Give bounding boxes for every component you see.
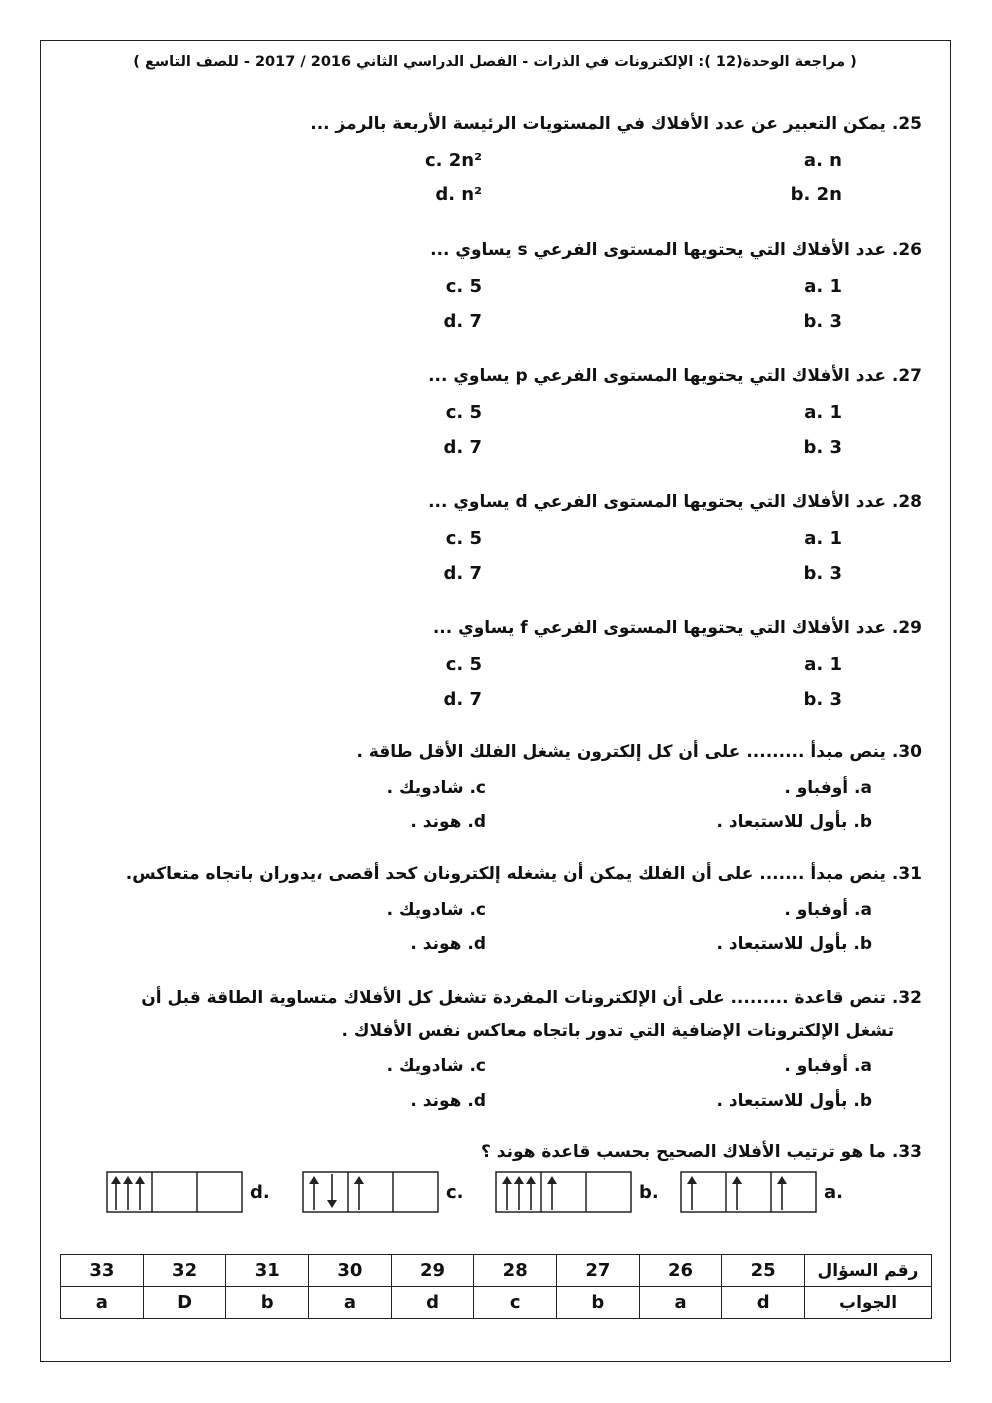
option-31d: d. هوند .: [410, 934, 486, 954]
orbital-label-a: a.: [824, 1181, 843, 1203]
table-cell: c: [474, 1287, 557, 1319]
option-27c: c. 5: [445, 402, 482, 423]
orbital-option-b: [495, 1170, 659, 1214]
orbital-label-c: c.: [446, 1181, 464, 1203]
table-header-question: رقم السؤال: [805, 1255, 932, 1287]
option-27a: a. 1: [804, 402, 842, 423]
option-28c: c. 5: [445, 528, 482, 549]
question-30: 30. ينص مبدأ ......... على أن كل إلكترون يشغل الفلك الأقل طاقة .: [356, 742, 922, 762]
option-29a: a. 1: [804, 654, 842, 675]
option-30d: d. هوند .: [410, 812, 486, 832]
orbital-diagram-c: [302, 1170, 442, 1214]
option-28b: b. 3: [803, 563, 842, 584]
orbital-option-a: [680, 1170, 843, 1214]
option-28a: a. 1: [804, 528, 842, 549]
orbital-option-d: [106, 1170, 270, 1214]
table-cell: b: [557, 1287, 640, 1319]
option-32c: c. شادويك .: [386, 1056, 486, 1076]
option-27b: b. 3: [803, 437, 842, 458]
option-28d: d. 7: [443, 563, 482, 584]
option-26d: d. 7: [443, 311, 482, 332]
table-cell: 30: [309, 1255, 392, 1287]
question-31: 31. ينص مبدأ ....... على أن الفلك يمكن أن يشغله إلكترونان كحد أقصى ،يدوران باتجاه متعاكس.: [125, 864, 922, 884]
option-30a: a. أوفباو .: [784, 778, 872, 798]
table-header-answer: الجواب: [805, 1287, 932, 1319]
option-30c: c. شادويك .: [386, 778, 486, 798]
question-28: 28. عدد الأفلاك التي يحتويها المستوى الفرعي d يساوي ...: [428, 492, 922, 512]
table-cell: 26: [639, 1255, 722, 1287]
option-30b: b. بأول للاستبعاد .: [716, 812, 872, 832]
table-cell: 25: [722, 1255, 805, 1287]
option-26c: c. 5: [445, 276, 482, 297]
orbital-diagram-d: [106, 1170, 246, 1214]
table-cell: D: [143, 1287, 226, 1319]
table-row: [61, 1255, 932, 1287]
option-29b: b. 3: [803, 689, 842, 710]
table-cell: 31: [226, 1255, 309, 1287]
table-cell: d: [391, 1287, 474, 1319]
table-row: [61, 1287, 932, 1319]
table-cell: d: [722, 1287, 805, 1319]
question-25: 25. يمكن التعبير عن عدد الأفلاك في المستويات الرئيسة الأربعة بالرمز ...: [310, 114, 922, 134]
option-31a: a. أوفباو .: [784, 900, 872, 920]
orbital-option-c: [302, 1170, 464, 1214]
table-cell: 32: [143, 1255, 226, 1287]
question-27: 27. عدد الأفلاك التي يحتويها المستوى الفرعي p يساوي ...: [428, 366, 922, 386]
option-32d: d. هوند .: [410, 1091, 486, 1111]
option-27d: d. 7: [443, 437, 482, 458]
table-cell: a: [309, 1287, 392, 1319]
option-26a: a. 1: [804, 276, 842, 297]
question-29: 29. عدد الأفلاك التي يحتويها المستوى الفرعي f يساوي ...: [432, 618, 922, 638]
question-33: 33. ما هو ترتيب الأفلاك الصحيح بحسب قاعدة هوند ؟: [481, 1142, 922, 1162]
table-cell: 28: [474, 1255, 557, 1287]
option-31c: c. شادويك .: [386, 900, 486, 920]
option-32a: a. أوفباو .: [784, 1056, 872, 1076]
option-25d: d. n²: [435, 184, 482, 205]
table-cell: 29: [391, 1255, 474, 1287]
option-25a: a. n: [803, 150, 842, 171]
question-32-line2: تشغل الإلكترونات الإضافية التي تدور باتجاه معاكس نفس الأفلاك .: [341, 1021, 894, 1041]
table-cell: a: [639, 1287, 722, 1319]
option-29d: d. 7: [443, 689, 482, 710]
option-25b: b. 2n: [790, 184, 842, 205]
orbital-label-d: d.: [250, 1181, 270, 1203]
option-31b: b. بأول للاستبعاد .: [716, 934, 872, 954]
table-cell: 33: [61, 1255, 144, 1287]
question-26: 26. عدد الأفلاك التي يحتويها المستوى الفرعي s يساوي ...: [430, 240, 922, 260]
answer-table: [60, 1254, 932, 1319]
option-26b: b. 3: [803, 311, 842, 332]
table-cell: b: [226, 1287, 309, 1319]
orbital-label-b: b.: [639, 1181, 659, 1203]
option-32b: b. بأول للاستبعاد .: [716, 1091, 872, 1111]
table-cell: 27: [557, 1255, 640, 1287]
table-cell: a: [61, 1287, 144, 1319]
page-header: ( مراجعة الوحدة(12 ): الإلكترونات في الذرات - الفصل الدراسي الثاني 2016 / 2017 - للصف التاسع ): [133, 54, 857, 70]
option-29c: c. 5: [445, 654, 482, 675]
question-32: 32. تنص قاعدة ......... على أن الإلكترونات المفردة تشغل كل الأفلاك متساوية الطاقة قبل أن: [141, 988, 922, 1008]
orbital-diagram-b: [495, 1170, 635, 1214]
option-25c: c. 2n²: [425, 150, 482, 171]
orbital-diagram-a: [680, 1170, 820, 1214]
